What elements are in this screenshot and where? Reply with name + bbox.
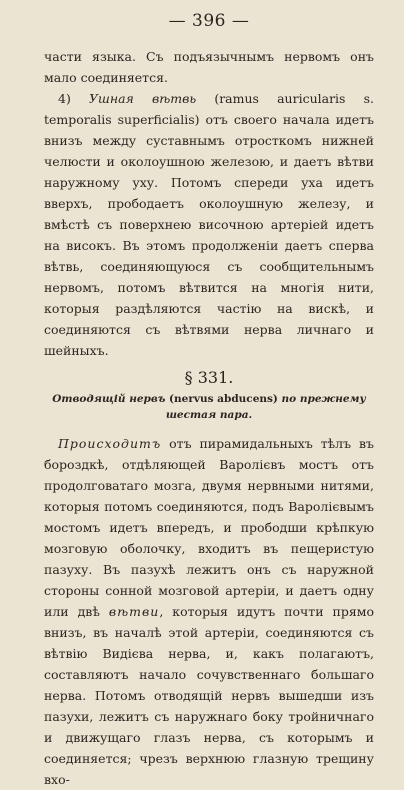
paragraph-body: (ramus auricularis s. temporalis superficialis) отъ своего начала идетъ внизъ между суставнымъ отросткомъ нижней челюсти и околоушною железою, и даетъ вѣтви наружному уху. Потомъ спереди уха идетъ вверхъ, прободаетъ околоушную железу, и вмѣстѣ съ поверхнею височною артеріей идетъ на високъ. Въ этомъ продолженіи даетъ сперва вѣтвь, соединяющуюся съ сообщительнымъ нервомъ, потомъ вѣтвится на многія нити, которыя раздѣляются частію на вискѣ, и соединяются съ вѣтвями нерва личнаго и шейныхъ.	[44, 91, 374, 358]
section-number: § 331.	[184, 368, 234, 387]
section-title-latin: (nervus abducens)	[165, 393, 282, 405]
section-title-main: Отводящій нервъ	[52, 393, 166, 405]
paragraph-body: отъ пирамидальныхъ тѣлъ въ бороздкѣ, отдѣляющей Варолієвъ мостъ отъ продолговатаго мозга, двумя нервными нитями, которыя потомъ соединяются, подъ Варолієвымъ мостомъ идетъ впередъ, и прободши крѣпкую мозговую оболочку, входитъ въ пещеристую пазуху. Въ пазухѣ лежитъ онъ съ наружной стороны сонной мозговой артеріи, и даетъ одну или двѣ	[44, 436, 374, 619]
term-originates: Происходитъ	[58, 436, 162, 451]
section-title-end: по прежнему шестая пара.	[165, 393, 366, 421]
paragraph-continuation: части языка. Съ подъязычнымъ нервомъ онъ мало соединяется.	[44, 49, 374, 85]
paragraph-abducens	[44, 433, 374, 790]
list-marker: 4)	[58, 91, 89, 106]
paragraph-auricular-branch	[44, 88, 374, 361]
term-auricular-branch: Ушная вѣтвь	[88, 91, 197, 106]
section-title	[44, 391, 374, 423]
term-branches: вѣтви	[108, 604, 160, 619]
page-number: — 396 —	[168, 11, 250, 31]
paragraph-body-cont: , которыя идутъ почти прямо внизъ, въ началѣ этой артеріи, соединяются съ вѣтвію Видієва нерва, и, какъ полагаютъ, составляютъ начало сочувственнаго большаго нерва. Потомъ отводящій нервъ вышедши изъ пазухи, лежитъ съ наружнаго боку тройничнаго и движущаго глазъ нерва, съ которымъ и соединяется; чрезъ верхнюю глазную трещину вхо-	[44, 604, 374, 787]
